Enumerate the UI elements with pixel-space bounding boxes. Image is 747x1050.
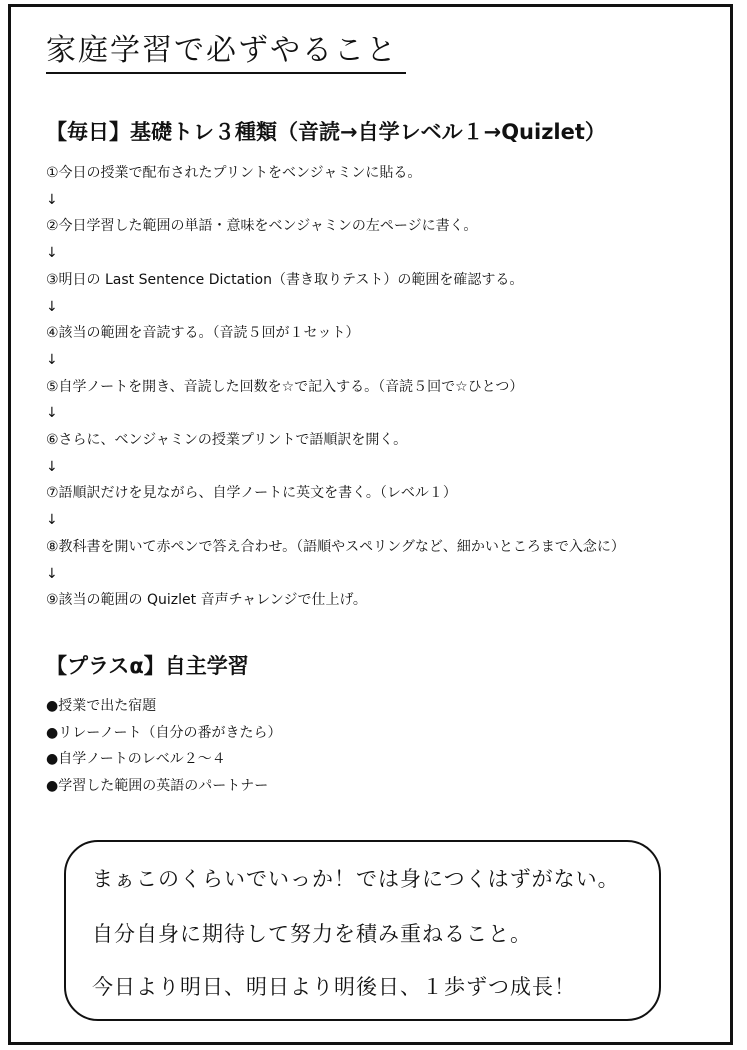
plus-section-heading: 【プラスα】自主学習 bbox=[46, 654, 249, 678]
step-arrow: ↓ bbox=[46, 245, 58, 262]
step-3: ③明日の Last Sentence Dictation（書き取りテスト）の範囲を確認する。 bbox=[46, 271, 524, 288]
list-item: ●学習した範囲の英語のパートナー bbox=[46, 778, 269, 795]
step-6: ⑥さらに、ベンジャミンの授業プリントで語順訳を開く。 bbox=[46, 432, 408, 449]
step-arrow: ↓ bbox=[46, 298, 58, 315]
step-arrow: ↓ bbox=[46, 512, 58, 529]
step-8: ⑧教科書を開いて赤ペンで答え合わせ。（語順やスペリングなど、細かいところまで入念に） bbox=[46, 538, 625, 555]
step-arrow: ↓ bbox=[46, 565, 58, 582]
page-title: 家庭学習で必ずやること bbox=[46, 33, 398, 68]
step-arrow: ↓ bbox=[46, 458, 58, 475]
step-2: ②今日学習した範囲の単語・意味をベンジャミンの左ページに書く。 bbox=[46, 218, 478, 235]
step-1: ①今日の授業で配布されたプリントをベンジャミンに貼る。 bbox=[46, 165, 422, 181]
daily-steps-list bbox=[46, 160, 625, 614]
step-arrow: ↓ bbox=[46, 191, 58, 208]
title-underline bbox=[46, 72, 406, 74]
motto-line-1: まぁこのくらいでいっか！では身につくはずがない。 bbox=[92, 867, 620, 891]
list-item: ●リレーノート（自分の番がきたら） bbox=[46, 724, 282, 741]
step-5: ⑤自学ノートを開き、音読した回数を☆で記入する。（音読５回で☆ひとつ） bbox=[46, 378, 524, 395]
step-9: ⑨該当の範囲の Quizlet 音声チャレンジで仕上げ。 bbox=[46, 592, 367, 609]
motto-line-2: 自分自身に期待して努力を積み重ねること。 bbox=[92, 922, 532, 946]
motto-box bbox=[64, 840, 661, 1021]
step-7: ⑦語順訳だけを見ながら、自学ノートに英文を書く。（レベル１） bbox=[46, 485, 457, 502]
list-item: ●自学ノートのレベル２～４ bbox=[46, 751, 226, 768]
daily-section-heading: 【毎日】基礎トレ３種類（音読→自学レベル１→Quizlet） bbox=[46, 120, 606, 144]
plus-items-list bbox=[46, 693, 282, 800]
step-arrow: ↓ bbox=[46, 351, 58, 368]
step-4: ④該当の範囲を音読する。（音読５回が１セット） bbox=[46, 325, 360, 342]
step-arrow: ↓ bbox=[46, 405, 58, 422]
motto-line-3: 今日より明日、明日より明後日、１歩ずつ成長！ bbox=[92, 975, 576, 999]
list-item: ●授業で出た宿題 bbox=[46, 698, 157, 714]
